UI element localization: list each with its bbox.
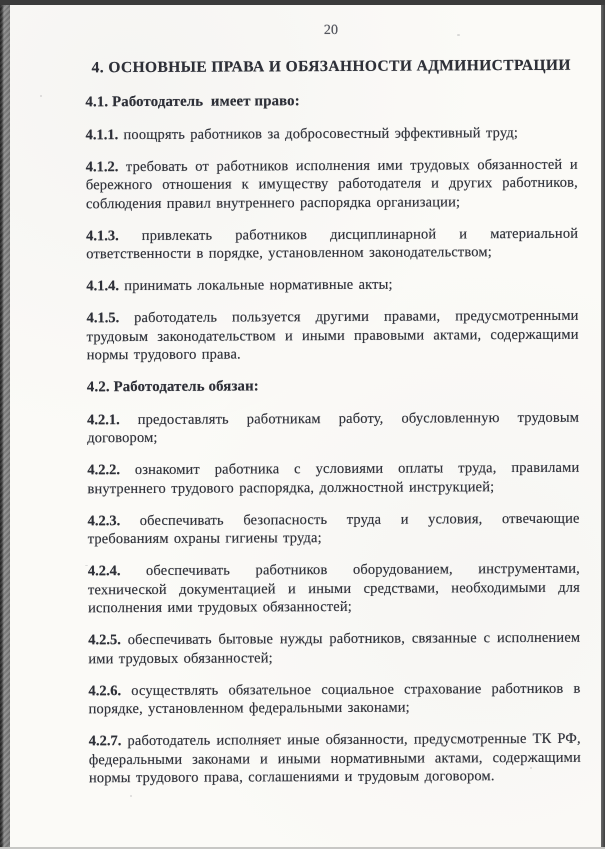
clause-number: 4.2.4. <box>87 563 121 580</box>
clause-text: осуществлять обязательное социальное страхование работников в порядке, установленном федеральными законами; <box>88 680 581 718</box>
clause-number: 4.1.4. <box>86 278 120 295</box>
clause-text: предоставлять работникам работу, обусловленную трудовым договором; <box>87 409 580 447</box>
clause-number: 4.1.5. <box>86 310 120 327</box>
scan-edge-left <box>0 0 10 849</box>
clause-number: 4.2.7. <box>88 733 122 750</box>
clause-4-2-6 <box>88 679 580 719</box>
clause-4-1-5 <box>87 307 579 365</box>
clause-number: 4.2.1. <box>87 411 120 428</box>
clause-4-1-1 <box>86 123 578 144</box>
clause-4-1-2 <box>86 155 578 213</box>
clause-4-2-4 <box>88 560 580 618</box>
clause-text: работодатель пользуется другими правами, предусмотренными трудовым законодательством и иными правовыми актами, содержащими нормы трудового права. <box>86 307 579 364</box>
page-number: 20 <box>323 22 339 39</box>
clause-number: 4.2.3. <box>87 512 121 529</box>
scan-edge-right <box>601 0 605 849</box>
clause-4-2-2 <box>87 459 579 499</box>
clause-number: 4.2.6. <box>88 682 122 699</box>
clause-text: обеспечивать безопасность труда и условия, отвечающие требованиям охраны гигиены труда; <box>87 510 580 548</box>
section-heading-rights: 4.1. Работодатель имеет право: <box>85 93 300 111</box>
document-content <box>85 21 581 802</box>
clause-4-2-3 <box>88 509 580 549</box>
clause-number: 4.1.1. <box>85 126 119 143</box>
clause-text: принимать локальные нормативные акты; <box>124 276 393 295</box>
clause-4-1-3 <box>86 224 578 264</box>
section-employer-rights <box>85 91 578 365</box>
section-heading-duties: 4.2. Работодатель обязан: <box>86 378 259 396</box>
clause-number: 4.2.2. <box>87 462 121 479</box>
clause-text: ознакомит работника с условиями оплаты труда, правилами внутреннего трудового распорядка, должностной инструкцией; <box>87 459 580 497</box>
clause-text: обеспечивать работников оборудованием, инструментами, технической документацией и иными средствами, необходимыми для исполнения ими трудовых обязанностей; <box>87 560 581 617</box>
clause-text: требовать от работников исполнения ими трудовых обязанностей и бережного отношения к имуществу работодателя и других работников, соблюдения правил внутреннего распорядка организации; <box>85 156 578 212</box>
clause-number: 4.1.3. <box>86 227 119 244</box>
scan-edge-top <box>0 0 605 5</box>
clause-4-2-1 <box>87 408 579 448</box>
clause-text: поощрять работников за добросовестный эффективный труд; <box>123 124 519 143</box>
document-title: 4. ОСНОВНЫЕ ПРАВА И ОБЯЗАННОСТИ АДМИНИСТРАЦИИ <box>91 56 571 76</box>
clause-number: 4.2.5. <box>88 632 121 649</box>
clause-4-1-4 <box>86 275 578 296</box>
clause-4-2-5 <box>88 629 580 669</box>
section-employer-duties <box>87 376 581 788</box>
clause-4-2-7 <box>89 730 581 788</box>
clause-text: привлекать работников дисциплинарной и материальной ответственности в порядке, установленном законодательством; <box>86 225 579 263</box>
clause-text: работодатель исполняет иные обязанности, предусмотренные ТК РФ, федеральными законами и иными нормативными актами, содержащими нормы трудового права, соглашениями и трудовым договором. <box>88 730 581 787</box>
clause-number: 4.1.2. <box>85 158 119 175</box>
clause-text: обеспечивать бытовые нужды работников, связанные с исполнением ими трудовых обязанностей; <box>88 629 581 667</box>
